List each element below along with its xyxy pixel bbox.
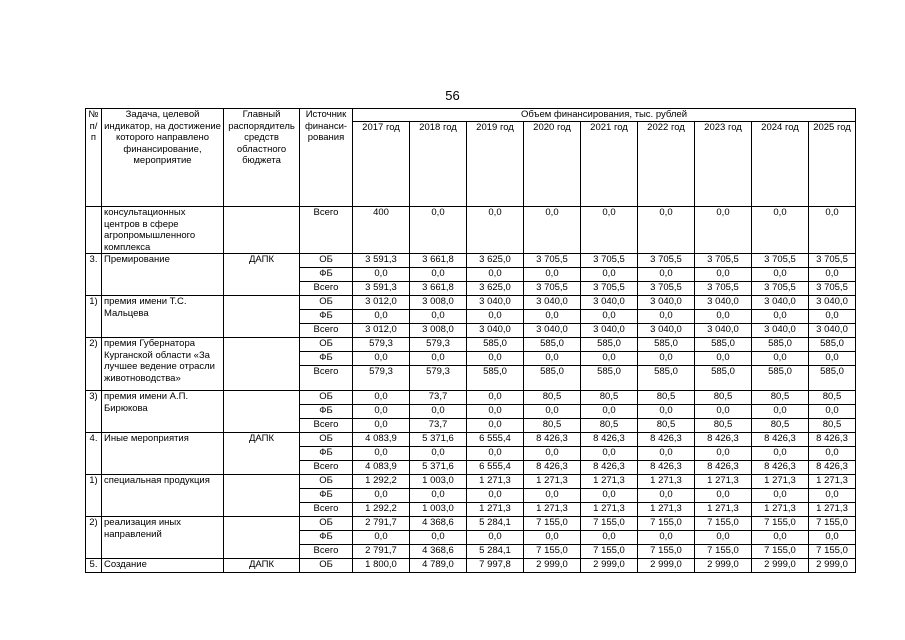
row-task: консультационных центров в сфере агропромышленного комплекса <box>102 207 224 254</box>
row-source: Всего <box>300 545 353 559</box>
row-value: 0,0 <box>695 268 752 282</box>
row-source: ФБ <box>300 489 353 503</box>
row-value: 0,0 <box>752 268 809 282</box>
row-value: 3 591,3 <box>353 254 410 268</box>
row-value: 585,0 <box>695 366 752 391</box>
row-value: 585,0 <box>752 366 809 391</box>
row-value: 0,0 <box>353 391 410 405</box>
row-value: 7 155,0 <box>809 517 856 531</box>
row-value: 0,0 <box>695 531 752 545</box>
row-value: 0,0 <box>410 489 467 503</box>
row-manager <box>224 207 300 254</box>
row-value: 3 040,0 <box>638 296 695 310</box>
row-source: ОБ <box>300 254 353 268</box>
row-value: 3 591,3 <box>353 282 410 296</box>
row-value: 8 426,3 <box>752 461 809 475</box>
table-row <box>86 391 856 405</box>
row-value: 5 284,1 <box>467 545 524 559</box>
row-value: 0,0 <box>353 489 410 503</box>
row-value: 0,0 <box>638 207 695 254</box>
row-value: 0,0 <box>353 405 410 419</box>
row-value: 1 271,3 <box>638 503 695 517</box>
row-value: 579,3 <box>353 366 410 391</box>
row-task: премия имени Т.С. Мальцева <box>102 296 224 338</box>
row-value: 7 155,0 <box>581 545 638 559</box>
row-value: 0,0 <box>809 405 856 419</box>
row-value: 1 003,0 <box>410 475 467 489</box>
row-value: 3 705,5 <box>638 254 695 268</box>
row-number <box>86 207 102 254</box>
row-value: 3 040,0 <box>524 296 581 310</box>
row-value: 3 705,5 <box>638 282 695 296</box>
row-value: 4 083,9 <box>353 433 410 447</box>
row-value: 3 040,0 <box>809 296 856 310</box>
row-value: 0,0 <box>524 531 581 545</box>
row-value: 6 555,4 <box>467 433 524 447</box>
row-value: 3 705,5 <box>752 282 809 296</box>
row-value: 585,0 <box>467 366 524 391</box>
header-year: 2021 год <box>581 122 638 207</box>
row-value: 8 426,3 <box>581 461 638 475</box>
row-value: 8 426,3 <box>524 461 581 475</box>
row-value: 2 999,0 <box>809 559 856 573</box>
row-value: 5 371,6 <box>410 461 467 475</box>
row-value: 3 040,0 <box>752 296 809 310</box>
row-value: 80,5 <box>695 419 752 433</box>
header-task: Задача, целевой индикатор, на достижение которого направлено финансирование, мероприятие <box>102 109 224 207</box>
table-row <box>86 254 856 268</box>
row-source: ОБ <box>300 338 353 352</box>
row-value: 1 271,3 <box>581 503 638 517</box>
row-value: 0,0 <box>353 310 410 324</box>
row-value: 0,0 <box>695 352 752 366</box>
row-value: 0,0 <box>467 419 524 433</box>
row-value: 1 271,3 <box>695 475 752 489</box>
row-value: 3 040,0 <box>695 296 752 310</box>
row-value: 0,0 <box>638 489 695 503</box>
header-year: 2017 год <box>353 122 410 207</box>
row-source: Всего <box>300 282 353 296</box>
header-year: 2019 год <box>467 122 524 207</box>
row-value: 0,0 <box>353 419 410 433</box>
row-value: 3 705,5 <box>524 282 581 296</box>
row-number: 3. <box>86 254 102 296</box>
row-number: 2) <box>86 517 102 559</box>
header-source: Источник финанси-рования <box>300 109 353 207</box>
row-value: 3 012,0 <box>353 324 410 338</box>
header-year: 2025 год <box>809 122 856 207</box>
row-source: ОБ <box>300 475 353 489</box>
row-value: 0,0 <box>752 447 809 461</box>
row-value: 80,5 <box>809 419 856 433</box>
row-value: 585,0 <box>524 366 581 391</box>
row-value: 80,5 <box>695 391 752 405</box>
row-value: 80,5 <box>752 391 809 405</box>
row-source: ОБ <box>300 391 353 405</box>
row-value: 0,0 <box>809 352 856 366</box>
row-value: 80,5 <box>809 391 856 405</box>
row-value: 0,0 <box>467 531 524 545</box>
row-value: 73,7 <box>410 419 467 433</box>
row-value: 1 271,3 <box>752 475 809 489</box>
row-value: 7 155,0 <box>524 517 581 531</box>
row-value: 3 705,5 <box>809 254 856 268</box>
table-row <box>86 559 856 573</box>
row-value: 0,0 <box>752 310 809 324</box>
row-value: 5 371,6 <box>410 433 467 447</box>
row-value: 0,0 <box>524 310 581 324</box>
row-value: 0,0 <box>581 405 638 419</box>
row-value: 0,0 <box>581 489 638 503</box>
row-value: 0,0 <box>410 447 467 461</box>
row-value: 7 155,0 <box>581 517 638 531</box>
table-row <box>86 296 856 310</box>
header-year: 2023 год <box>695 122 752 207</box>
row-value: 0,0 <box>695 207 752 254</box>
row-value: 7 155,0 <box>752 517 809 531</box>
row-value: 2 999,0 <box>581 559 638 573</box>
row-value: 0,0 <box>353 447 410 461</box>
row-value: 579,3 <box>410 338 467 352</box>
row-value: 3 040,0 <box>467 324 524 338</box>
row-value: 8 426,3 <box>524 433 581 447</box>
row-number: 4. <box>86 433 102 475</box>
row-value: 0,0 <box>695 447 752 461</box>
row-manager: ДАПК <box>224 433 300 475</box>
row-task: Премирование <box>102 254 224 296</box>
row-manager <box>224 517 300 559</box>
row-value: 0,0 <box>581 207 638 254</box>
row-value: 8 426,3 <box>752 433 809 447</box>
row-number: 1) <box>86 296 102 338</box>
row-source: Всего <box>300 419 353 433</box>
row-value: 0,0 <box>353 531 410 545</box>
row-value: 585,0 <box>581 338 638 352</box>
row-value: 1 271,3 <box>638 475 695 489</box>
row-value: 8 426,3 <box>581 433 638 447</box>
row-value: 0,0 <box>353 352 410 366</box>
row-value: 0,0 <box>524 405 581 419</box>
row-value: 585,0 <box>809 366 856 391</box>
row-manager: ДАПК <box>224 254 300 296</box>
header-num: № п/п <box>86 109 102 207</box>
row-value: 1 271,3 <box>467 503 524 517</box>
row-manager <box>224 338 300 391</box>
row-value: 7 997,8 <box>467 559 524 573</box>
row-value: 0,0 <box>410 405 467 419</box>
row-value: 585,0 <box>695 338 752 352</box>
row-manager <box>224 296 300 338</box>
row-value: 1 271,3 <box>809 503 856 517</box>
row-value: 0,0 <box>638 352 695 366</box>
row-value: 80,5 <box>524 391 581 405</box>
row-value: 3 661,8 <box>410 254 467 268</box>
row-value: 0,0 <box>581 531 638 545</box>
row-value: 1 271,3 <box>581 475 638 489</box>
row-source: ФБ <box>300 531 353 545</box>
row-value: 1 271,3 <box>524 475 581 489</box>
row-value: 2 999,0 <box>638 559 695 573</box>
row-source: ФБ <box>300 447 353 461</box>
table-row <box>86 475 856 489</box>
row-task: Иные мероприятия <box>102 433 224 475</box>
row-value: 0,0 <box>524 489 581 503</box>
financing-table <box>85 108 856 573</box>
row-number: 1) <box>86 475 102 517</box>
row-value: 585,0 <box>752 338 809 352</box>
row-value: 0,0 <box>467 391 524 405</box>
row-value: 0,0 <box>695 489 752 503</box>
row-value: 3 705,5 <box>581 282 638 296</box>
table-row <box>86 433 856 447</box>
row-value: 8 426,3 <box>809 461 856 475</box>
row-value: 0,0 <box>638 447 695 461</box>
row-value: 0,0 <box>410 352 467 366</box>
row-value: 0,0 <box>752 489 809 503</box>
row-source: Всего <box>300 207 353 254</box>
row-value: 4 368,6 <box>410 545 467 559</box>
row-value: 0,0 <box>467 352 524 366</box>
row-value: 0,0 <box>353 268 410 282</box>
row-value: 400 <box>353 207 410 254</box>
row-value: 7 155,0 <box>695 545 752 559</box>
row-task: премия Губернатора Курганской области «За лучшее ведение отрасли животноводства» <box>102 338 224 391</box>
row-task: реализация иных направлений <box>102 517 224 559</box>
row-value: 0,0 <box>467 310 524 324</box>
row-value: 1 003,0 <box>410 503 467 517</box>
row-value: 1 292,2 <box>353 503 410 517</box>
row-value: 0,0 <box>809 310 856 324</box>
row-value: 3 040,0 <box>809 324 856 338</box>
row-value: 3 040,0 <box>467 296 524 310</box>
row-value: 1 271,3 <box>695 503 752 517</box>
row-value: 0,0 <box>752 531 809 545</box>
row-value: 7 155,0 <box>752 545 809 559</box>
row-manager <box>224 391 300 433</box>
row-value: 73,7 <box>410 391 467 405</box>
row-value: 3 705,5 <box>695 282 752 296</box>
row-value: 585,0 <box>809 338 856 352</box>
header-year: 2024 год <box>752 122 809 207</box>
row-value: 0,0 <box>410 268 467 282</box>
row-value: 3 040,0 <box>695 324 752 338</box>
row-value: 0,0 <box>581 447 638 461</box>
row-value: 4 083,9 <box>353 461 410 475</box>
row-value: 3 705,5 <box>581 254 638 268</box>
row-value: 5 284,1 <box>467 517 524 531</box>
row-value: 0,0 <box>752 207 809 254</box>
table-row <box>86 207 856 254</box>
row-value: 0,0 <box>638 531 695 545</box>
row-manager <box>224 475 300 517</box>
row-value: 0,0 <box>638 405 695 419</box>
row-source: ОБ <box>300 559 353 573</box>
row-source: ФБ <box>300 352 353 366</box>
row-value: 585,0 <box>581 366 638 391</box>
row-source: ФБ <box>300 310 353 324</box>
row-value: 8 426,3 <box>695 433 752 447</box>
table-row <box>86 338 856 352</box>
row-value: 1 271,3 <box>524 503 581 517</box>
row-value: 0,0 <box>410 310 467 324</box>
row-value: 3 012,0 <box>353 296 410 310</box>
row-value: 0,0 <box>638 310 695 324</box>
row-value: 8 426,3 <box>809 433 856 447</box>
header-volume: Объем финансирования, тыс. рублей <box>353 109 856 122</box>
header-year: 2020 год <box>524 122 581 207</box>
row-value: 3 040,0 <box>581 324 638 338</box>
row-value: 585,0 <box>524 338 581 352</box>
row-source: Всего <box>300 503 353 517</box>
header-year: 2018 год <box>410 122 467 207</box>
page-number: 56 <box>445 88 460 103</box>
row-value: 2 791,7 <box>353 517 410 531</box>
row-value: 1 271,3 <box>809 475 856 489</box>
row-value: 0,0 <box>809 447 856 461</box>
row-value: 7 155,0 <box>638 517 695 531</box>
row-value: 1 271,3 <box>467 475 524 489</box>
row-value: 3 625,0 <box>467 254 524 268</box>
row-value: 2 999,0 <box>524 559 581 573</box>
row-value: 3 705,5 <box>809 282 856 296</box>
row-value: 3 661,8 <box>410 282 467 296</box>
row-value: 0,0 <box>410 207 467 254</box>
row-value: 3 040,0 <box>524 324 581 338</box>
row-value: 0,0 <box>809 207 856 254</box>
row-value: 8 426,3 <box>695 461 752 475</box>
row-value: 6 555,4 <box>467 461 524 475</box>
row-value: 0,0 <box>524 447 581 461</box>
row-task: специальная продукция <box>102 475 224 517</box>
row-source: ОБ <box>300 433 353 447</box>
row-value: 2 791,7 <box>353 545 410 559</box>
row-value: 1 271,3 <box>752 503 809 517</box>
row-value: 1 800,0 <box>353 559 410 573</box>
row-value: 0,0 <box>524 352 581 366</box>
row-value: 4 368,6 <box>410 517 467 531</box>
row-value: 3 040,0 <box>752 324 809 338</box>
row-value: 1 292,2 <box>353 475 410 489</box>
row-value: 3 008,0 <box>410 324 467 338</box>
row-value: 80,5 <box>752 419 809 433</box>
row-task: Создание <box>102 559 224 573</box>
header-manager: Главный распорядитель средств областного бюджета <box>224 109 300 207</box>
row-value: 0,0 <box>581 268 638 282</box>
row-value: 585,0 <box>467 338 524 352</box>
row-value: 8 426,3 <box>638 461 695 475</box>
row-source: Всего <box>300 324 353 338</box>
row-value: 0,0 <box>809 268 856 282</box>
row-source: ФБ <box>300 268 353 282</box>
row-value: 3 040,0 <box>581 296 638 310</box>
row-value: 0,0 <box>524 268 581 282</box>
row-value: 0,0 <box>809 489 856 503</box>
row-value: 579,3 <box>410 366 467 391</box>
row-value: 3 625,0 <box>467 282 524 296</box>
row-manager: ДАПК <box>224 559 300 573</box>
row-value: 0,0 <box>752 352 809 366</box>
row-value: 0,0 <box>467 268 524 282</box>
row-value: 0,0 <box>467 207 524 254</box>
row-value: 585,0 <box>638 366 695 391</box>
row-value: 80,5 <box>638 391 695 405</box>
row-value: 0,0 <box>410 531 467 545</box>
row-number: 5. <box>86 559 102 573</box>
row-value: 3 705,5 <box>695 254 752 268</box>
row-value: 0,0 <box>467 489 524 503</box>
row-task: премия имени А.П. Бирюкова <box>102 391 224 433</box>
row-value: 3 008,0 <box>410 296 467 310</box>
row-source: Всего <box>300 366 353 391</box>
row-value: 0,0 <box>695 405 752 419</box>
row-value: 0,0 <box>752 405 809 419</box>
row-value: 0,0 <box>524 207 581 254</box>
row-value: 0,0 <box>638 268 695 282</box>
row-value: 8 426,3 <box>638 433 695 447</box>
row-value: 579,3 <box>353 338 410 352</box>
row-value: 0,0 <box>695 310 752 324</box>
row-source: Всего <box>300 461 353 475</box>
table-row <box>86 517 856 531</box>
row-source: ОБ <box>300 296 353 310</box>
row-value: 80,5 <box>581 419 638 433</box>
row-source: ОБ <box>300 517 353 531</box>
row-value: 80,5 <box>524 419 581 433</box>
row-value: 3 705,5 <box>524 254 581 268</box>
row-value: 0,0 <box>581 310 638 324</box>
row-value: 2 999,0 <box>695 559 752 573</box>
row-value: 0,0 <box>809 531 856 545</box>
row-source: ФБ <box>300 405 353 419</box>
row-value: 80,5 <box>581 391 638 405</box>
header-year: 2022 год <box>638 122 695 207</box>
row-value: 0,0 <box>467 405 524 419</box>
row-value: 7 155,0 <box>809 545 856 559</box>
row-value: 4 789,0 <box>410 559 467 573</box>
row-value: 2 999,0 <box>752 559 809 573</box>
row-value: 0,0 <box>581 352 638 366</box>
row-value: 80,5 <box>638 419 695 433</box>
row-value: 7 155,0 <box>638 545 695 559</box>
row-value: 0,0 <box>467 447 524 461</box>
row-value: 7 155,0 <box>524 545 581 559</box>
row-number: 3) <box>86 391 102 433</box>
row-number: 2) <box>86 338 102 391</box>
row-value: 585,0 <box>638 338 695 352</box>
row-value: 3 040,0 <box>638 324 695 338</box>
row-value: 7 155,0 <box>695 517 752 531</box>
row-value: 3 705,5 <box>752 254 809 268</box>
